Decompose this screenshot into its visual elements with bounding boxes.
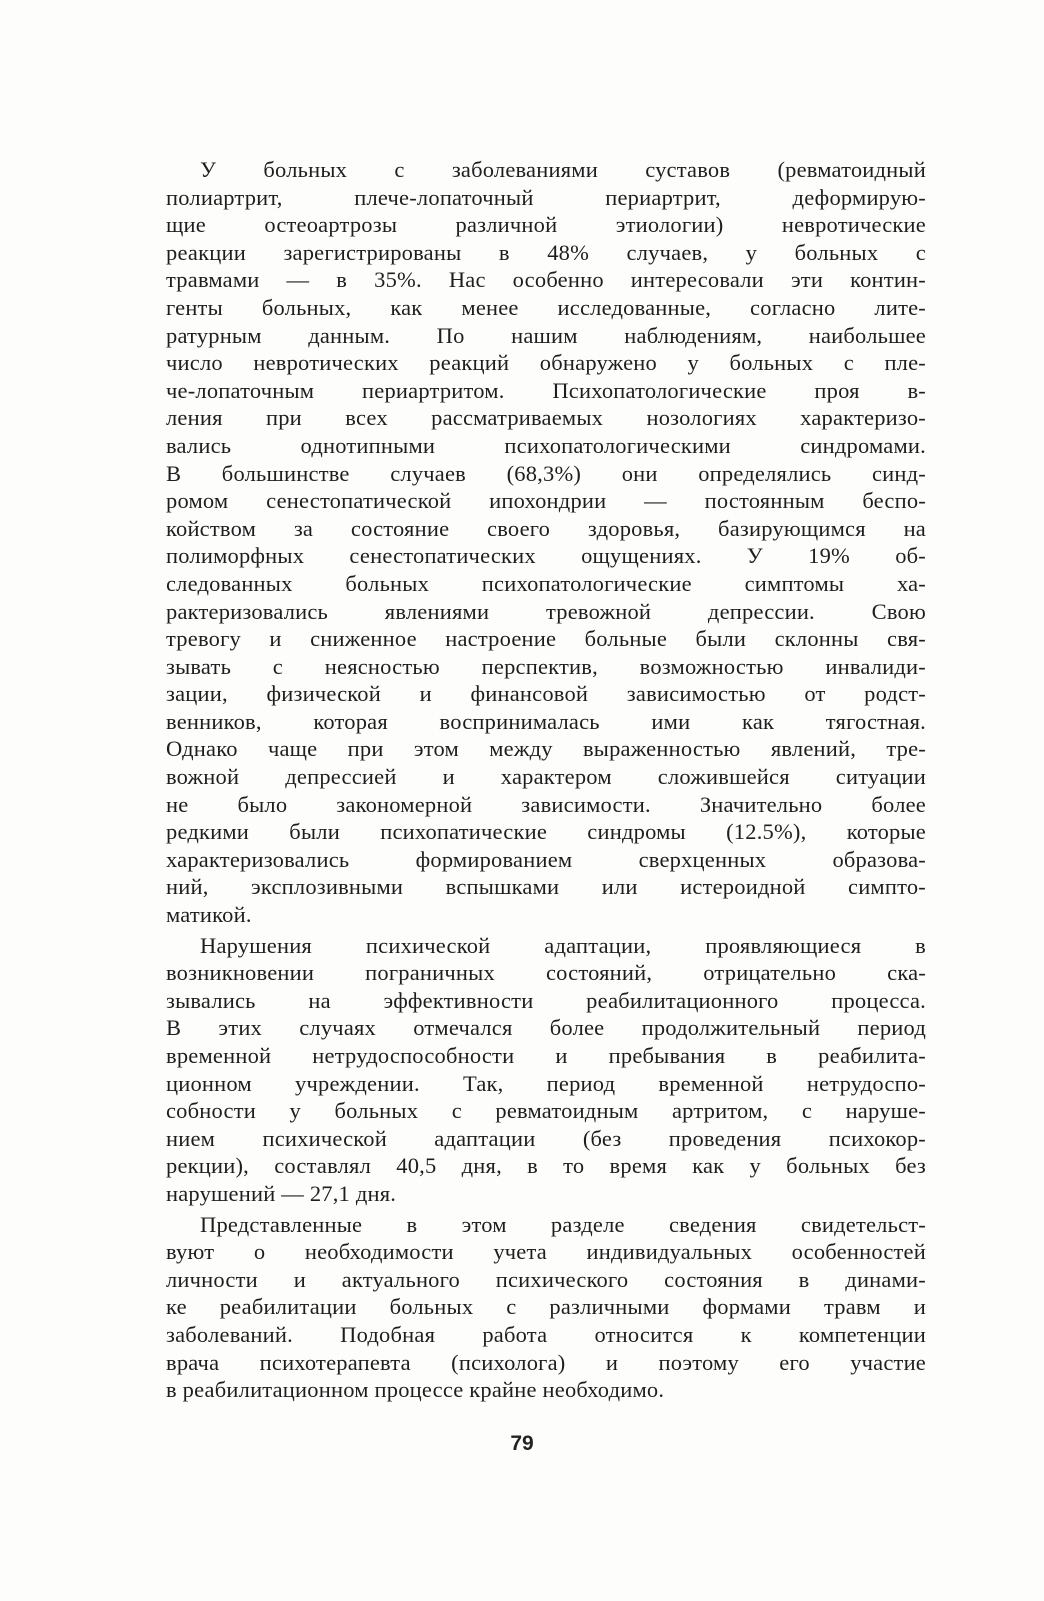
text-line: редкими были психопатические синдромы (12.5%), которые [166,819,926,845]
text-line: рекции), составлял 40,5 дня, в то время как у больных без [166,1153,926,1179]
text-line: нарушений — 27,1 дня. [166,1180,397,1206]
text-line: временной нетрудоспособности и пребывания в реабилита- [166,1043,926,1068]
text-line: ке реабилитации больных с различными формами травм и [166,1294,926,1320]
text-line: травмами — в 35%. Нас особенно интересовали эти контин- [166,267,926,293]
text-line: заболеваний. Подобная работа относится к компетенции [166,1321,926,1347]
text-line: ления при всех рассматриваемых нозологиях характеризо- [166,405,926,431]
text-line: личности и актуального психического состояния в динами- [166,1266,926,1292]
text-line: врача психотерапевта (психолога) и поэтому его участие [166,1349,926,1375]
text-line: нием психической адаптации (без проведения психокор- [166,1125,926,1151]
text-line: Представленные в этом разделе сведения свидетельст- [200,1211,926,1237]
text-line: В этих случаях отмечался более продолжительный период [166,1015,926,1041]
text-line: зывались на эффективности реабилитационного процесса. [166,987,926,1013]
text-line: тревогу и сниженное настроение больные были склонны свя- [166,626,926,652]
text-line: щие остеоартрозы различной этиологии) невротические [166,212,926,238]
text-line: зывать с неясностью перспектив, возможностью инвалиди- [166,653,926,679]
text-line: полиморфных сенестопатических ощущениях. У 19% об- [166,543,926,569]
text-line: число невротических реакций обнаружено у больных с пле- [166,350,926,376]
body-text [166,156,926,1404]
text-line: генты больных, как менее исследованные, согласно лите- [166,294,926,320]
text-line: собности у больных с ревматоидным артритом, с наруше- [166,1098,926,1124]
text-line: ратурным данным. По нашим наблюдениям, наибольшее [166,322,926,348]
text-line: следованных больных психопатологические симптомы ха- [166,570,926,596]
text-line: рактеризовались явлениями тревожной депрессии. Свою [166,598,926,624]
text-line: характеризовались формированием сверхценных образова- [166,846,926,872]
paragraph-3 [166,1211,926,1404]
text-line: зации, физической и финансовой зависимостью от родст- [166,681,926,707]
text-line: возникновении пограничных состояний, отрицательно ска- [166,960,926,986]
text-line: че-лопаточным периартритом. Психопатологические проя в- [166,377,926,403]
text-line: вуют о необходимости учета индивидуальных особенностей [166,1239,926,1265]
text-line: койством за состояние своего здоровья, базирующимся на [166,515,926,541]
text-line: полиартрит, плече-лопаточный периартрит, деформирую- [166,184,926,210]
paragraph-1 [166,156,926,929]
text-line: венников, которая воспринималась ими как тягостная. [166,708,926,734]
text-line: вожной депрессией и характером сложившейся ситуации [166,764,926,790]
page-number: 79 [510,1432,534,1455]
text-line: реакции зарегистрированы в 48% случаев, у больных с [166,239,926,265]
text-line: Однако чаще при этом между выраженностью явлений, тре- [166,736,926,762]
text-line: Нарушения психической адаптации, проявляющиеся в [200,932,926,958]
text-line: не было закономерной зависимости. Значительно более [166,791,926,817]
text-line: матикой. [166,902,252,928]
text-line: У больных с заболеваниями суставов (ревматоидный [200,157,926,182]
text-line: вались однотипными психопатологическими синдромами. [166,432,926,458]
text-line: ционном учреждении. Так, период временной нетрудоспо- [166,1070,926,1096]
text-line: в реабилитационном процессе крайне необходимо. [166,1377,665,1403]
text-line: ромом сенестопатической ипохондрии — постоянным беспо- [166,488,926,514]
text-line: ний, эксплозивными вспышками или истероидной симпто- [166,874,926,900]
paragraph-2 [166,932,926,1208]
text-line: В большинстве случаев (68,3%) они определялись синд- [166,460,926,486]
